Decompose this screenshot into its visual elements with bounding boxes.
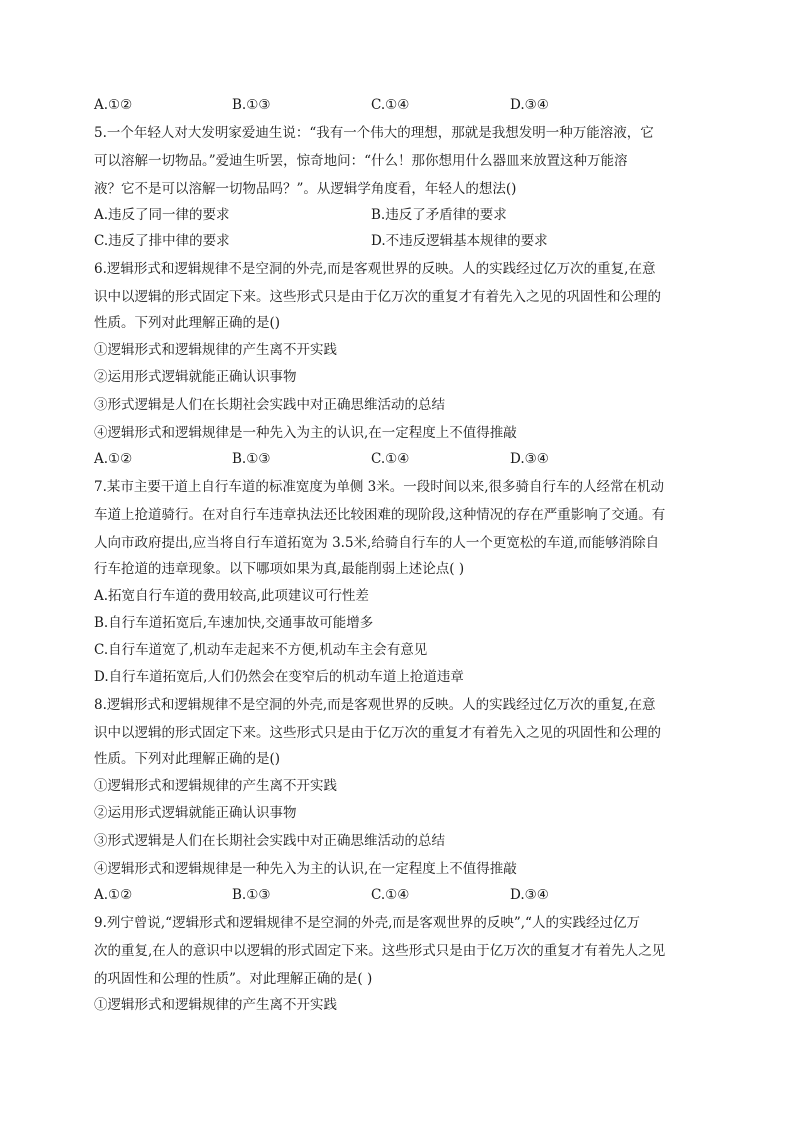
q6-option-d: D.③④ [510,451,549,467]
q9-stem-line-3: 的巩固性和公理的性质”。对此理解正确的是( ) [94,971,373,987]
q8-stem-line-3: 性质。下列对此理解正确的是() [94,751,281,767]
q7-stem-line-2: 车道上抢道骑行。在对自行车违章执法还比较困难的现阶段,这种情况的存在严重影响了交通。有 [94,507,666,523]
q9-stem-line-1: 9.列宁曾说,“逻辑形式和逻辑规律不是空洞的外壳,而是客观世界的反映”,“人的实践经过亿万 [94,915,640,931]
q6-stem-line-2: 识中以逻辑的形式固定下来。这些形式只是由于亿万次的重复才有着先入之见的巩固性和公理的 [94,289,661,305]
q5-options-row-2 [94,231,704,251]
q8-options [94,885,704,905]
q5-option-a: A.违反了同一律的要求 [94,207,230,223]
q5-stem-line-3: 液？它不是可以溶解一切物品吗？”。从逻辑学角度看，年轻人的想法() [94,181,517,197]
q5-options-row-1 [94,205,704,225]
q7-option-b: B.自行车道拓宽后,车速加快,交通事故可能增多 [94,615,374,631]
q4-option-d: D.③④ [510,97,549,113]
q6-statement-1: ①逻辑形式和逻辑规律的产生离不开实践 [94,342,337,358]
q8-option-d: D.③④ [510,887,549,903]
q4-option-a: A.①② [94,97,133,113]
q9-stem-line-2: 次的重复,在人的意识中以逻辑的形式固定下来。这些形式只是由于亿万次的重复才有着先人之见 [94,943,666,959]
q8-stem-line-2: 识中以逻辑的形式固定下来。这些形式只是由于亿万次的重复才有着先入之见的巩固性和公理的 [94,725,661,741]
q4-option-b: B.①③ [232,97,271,113]
q8-statement-2: ②运用形式逻辑就能正确认识事物 [94,805,297,821]
q8-option-c: C.①④ [371,887,410,903]
q6-option-c: C.①④ [371,451,410,467]
q5-option-b: B.违反了矛盾律的要求 [371,207,507,223]
q8-stem-line-1: 8.逻辑形式和逻辑规律不是空洞的外壳,而是客观世界的反映。人的实践经过亿万次的重复,在意 [94,697,656,713]
q7-stem-line-1: 7.某市主要干道上自行车道的标准宽度为单侧 3米。一段时间以来,很多骑自行车的人经常在机动 [94,479,665,495]
q7-option-a: A.拓宽自行车道的费用较高,此项建议可行性差 [94,588,369,604]
q8-option-b: B.①③ [232,887,271,903]
q6-stem-line-1: 6.逻辑形式和逻辑规律不是空洞的外壳,而是客观世界的反映。人的实践经过亿万次的重复,在意 [94,261,656,277]
q5-stem-line-2: 可以溶解一切物品。”爱迪生听罢，惊奇地问：“什么！那你想用什么器皿来放置这种万能溶 [94,153,628,169]
q8-statement-3: ③形式逻辑是人们在长期社会实践中对正确思维活动的总结 [94,833,445,849]
q8-option-a: A.①② [94,887,133,903]
q8-statement-4: ④逻辑形式和逻辑规律是一种先入为主的认识,在一定程度上不值得推敲 [94,861,517,877]
q5-option-d: D.不违反逻辑基本规律的要求 [371,233,548,249]
q5-stem-line-1: 5.一个年轻人对大发明家爱迪生说：“我有一个伟大的理想，那就是我想发明一种万能溶液，它 [94,125,654,141]
q6-statement-3: ③形式逻辑是人们在长期社会实践中对正确思维活动的总结 [94,397,445,413]
q6-options [94,449,704,469]
q4-option-c: C.①④ [371,97,410,113]
q8-statement-1: ①逻辑形式和逻辑规律的产生离不开实践 [94,778,337,794]
q6-option-b: B.①③ [232,451,271,467]
q6-statement-4: ④逻辑形式和逻辑规律是一种先入为主的认识,在一定程度上不值得推敲 [94,425,517,441]
q9-statement-1: ①逻辑形式和逻辑规律的产生离不开实践 [94,997,337,1013]
q7-option-c: C.自行车道宽了,机动车走起来不方便,机动车主会有意见 [94,642,428,658]
q5-option-c: C.违反了排中律的要求 [94,233,230,249]
q7-stem-line-4: 行车抢道的违章现象。以下哪项如果为真,最能削弱上述论点( ) [94,561,465,577]
q7-option-d: D.自行车道拓宽后,人们仍然会在变窄后的机动车道上抢道违章 [94,669,464,685]
q4-options [94,95,704,115]
q6-statement-2: ②运用形式逻辑就能正确认识事物 [94,369,297,385]
q7-stem-line-3: 人向市政府提出,应当将自行车道拓宽为 3.5米,给骑自行车的人一个更宽松的车道,而能够消除自 [94,535,660,551]
q6-stem-line-3: 性质。下列对此理解正确的是() [94,315,281,331]
q6-option-a: A.①② [94,451,133,467]
